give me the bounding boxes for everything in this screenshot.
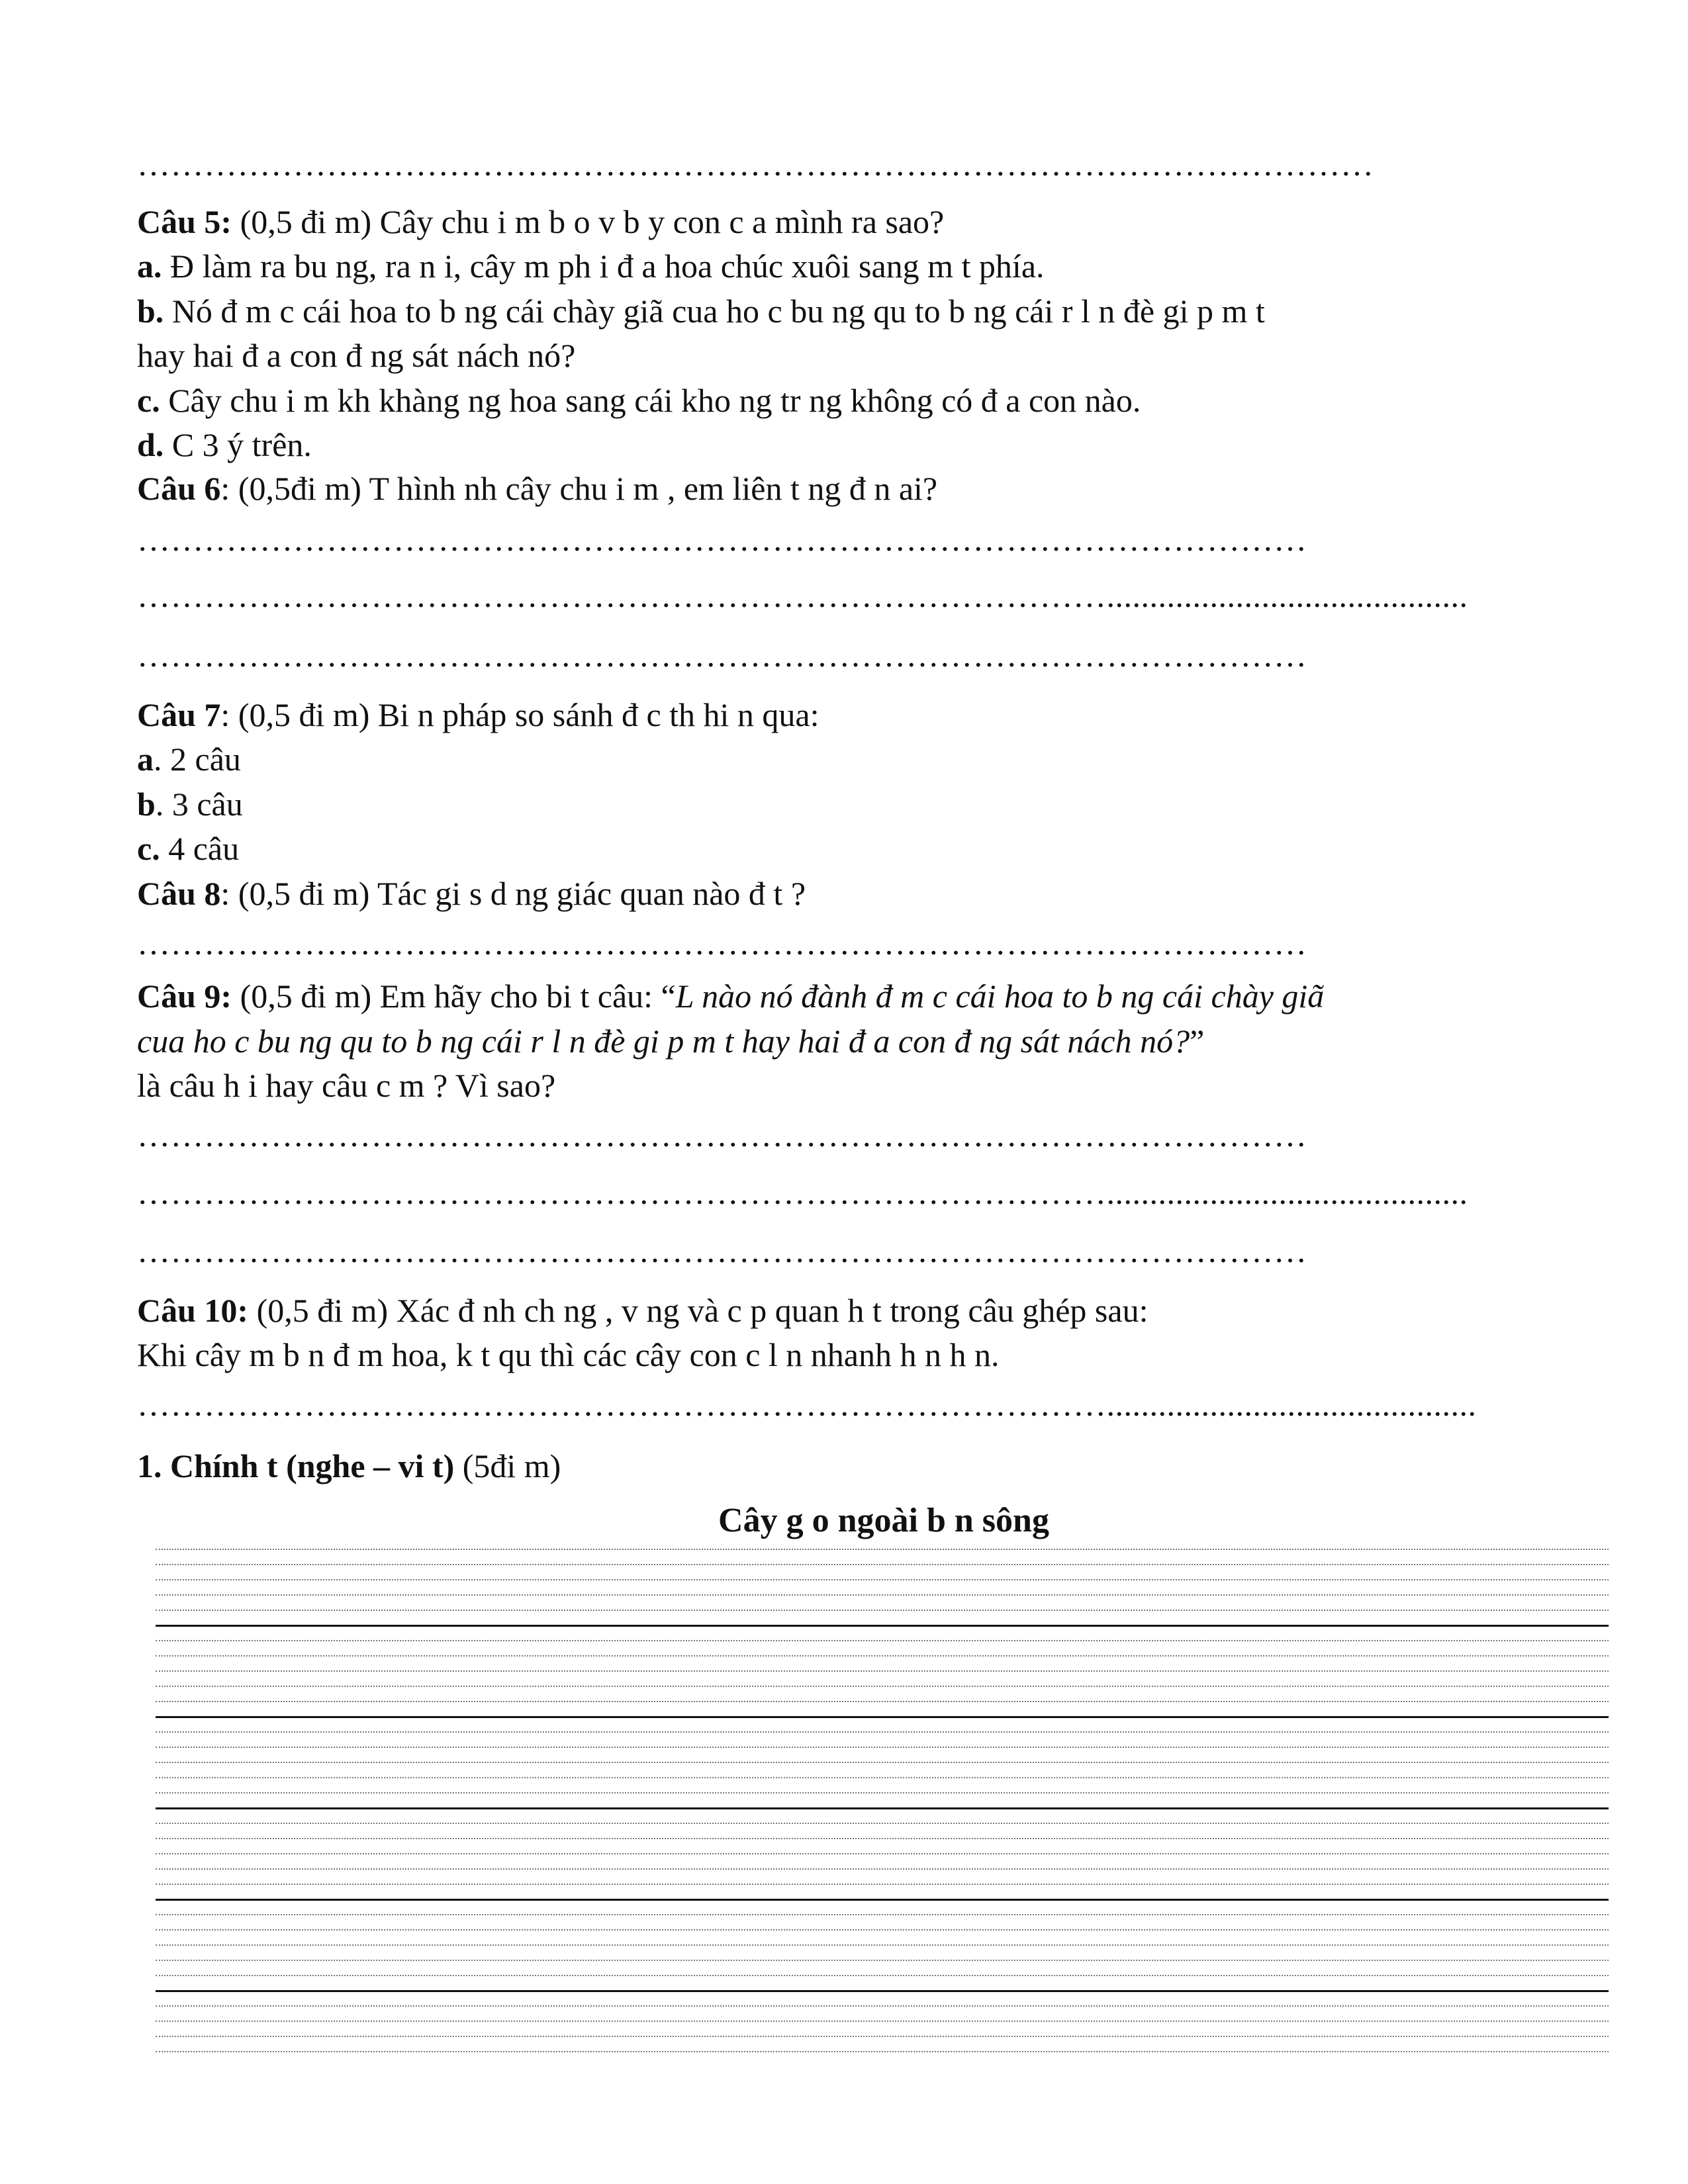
question-text: : (0,5đi m) T hình nh cây chu i m , em liên t ng đ n ai? <box>220 470 938 507</box>
writing-guide-line <box>156 1564 1609 1565</box>
writing-guide-line <box>156 1655 1609 1657</box>
question-text: : (0,5 đi m) Tác gi s d ng giác quan nào đ t ? <box>220 875 806 912</box>
writing-guide-line <box>156 2051 1609 2052</box>
answer-line[interactable]: …………………………………………………………………………………………… <box>137 1122 1307 1148</box>
writing-guide-line <box>156 1975 1609 1976</box>
question-10 <box>137 1291 1148 1330</box>
question-text: (0,5 đi m) Cây chu i m b o v b y con c a mình ra sao? <box>232 203 945 240</box>
question-label: Câu 6 <box>137 470 221 507</box>
question-9 <box>137 976 1324 1016</box>
question-label: Câu 5: <box>137 203 232 240</box>
question-9-continued: cua ho c bu ng qu to b ng cái r l n đè gi p m t hay hai đ a con đ ng sát nách nó?” <box>137 1023 1205 1060</box>
option-c: c. 4 câu <box>137 830 240 867</box>
option-c: c. Cây chu i m kh khàng ng hoa sang cái kho ng tr ng không có đ a con nào. <box>137 382 1141 419</box>
writing-guide-line <box>156 1610 1609 1611</box>
writing-guide-line <box>156 1929 1609 1931</box>
option-b: b. Nó đ m c cái hoa to b ng cái chày giã cua ho c bu ng qu to b ng cái r l n đè gi p m t <box>137 293 1265 330</box>
writing-baseline <box>156 1716 1609 1718</box>
option-d: d. C 3 ý trên. <box>137 426 312 463</box>
writing-guide-line <box>156 1731 1609 1733</box>
writing-baseline <box>156 1625 1609 1627</box>
writing-guide-line <box>156 2021 1609 2022</box>
option-a: a. 2 câu <box>137 741 241 778</box>
quoted-sentence: cua ho c bu ng qu to b ng cái r l n đè gi p m t hay hai đ a con đ ng sát nách nó? <box>137 1023 1190 1060</box>
section-heading: 1. Chính t (nghe – vi t) (5đi m) <box>137 1447 561 1484</box>
writing-guide-line <box>156 1944 1609 1946</box>
quoted-sentence: L nào nó đành đ m c cái hoa to b ng cái chày giã <box>675 978 1325 1015</box>
question-label: Câu 8 <box>137 875 221 912</box>
question-label: Câu 7 <box>137 696 221 733</box>
question-8 <box>137 874 806 913</box>
question-9-line-3: là câu h i hay câu c m ? Vì sao? <box>137 1067 556 1104</box>
option-b-continued: hay hai đ a con đ ng sát nách nó? <box>137 337 576 374</box>
question-text: (0,5 đi m) Xác đ nh ch ng , v ng và c p quan h t trong câu ghép sau: <box>248 1292 1149 1329</box>
writing-area[interactable] <box>156 1549 1609 2065</box>
answer-line[interactable]: …………………………………………………………………………………………… <box>137 930 1307 956</box>
writing-guide-line <box>156 1960 1609 1961</box>
answer-line[interactable]: …………………………………………………………………………………………… <box>137 1238 1307 1264</box>
writing-guide-line <box>156 1914 1609 1915</box>
writing-guide-line <box>156 1686 1609 1687</box>
writing-guide-line <box>156 1823 1609 1824</box>
option-b: b. 3 câu <box>137 786 243 823</box>
writing-guide-line <box>156 1792 1609 1794</box>
writing-guide-line <box>156 1853 1609 1854</box>
writing-guide-line <box>156 2036 1609 2037</box>
writing-guide-line <box>156 1777 1609 1778</box>
answer-line[interactable]: …………………………………………………………………………….......................................... <box>137 1179 1468 1206</box>
writing-guide-line <box>156 2005 1609 2007</box>
writing-guide-line <box>156 1549 1609 1550</box>
writing-guide-line <box>156 1594 1609 1596</box>
dictation-title: Cây g o ngoài b n sông <box>718 1502 1049 1539</box>
answer-line[interactable]: ……………………………………………………………………………........................................... <box>137 1391 1477 1418</box>
writing-baseline <box>156 1807 1609 1809</box>
option-a: a. Đ làm ra bu ng, ra n i, cây m ph i đ a hoa chúc xuôi sang m t phía. <box>137 248 1045 285</box>
answer-line[interactable]: …………………………………………………………………………………………… <box>137 642 1307 668</box>
question-label: Câu 9: <box>137 978 232 1015</box>
question-label: Câu 10: <box>137 1292 249 1329</box>
answer-line[interactable]: ………………………………………………………………………………………………… <box>137 151 1374 177</box>
writing-baseline <box>156 1899 1609 1901</box>
question-6 <box>137 469 937 508</box>
writing-guide-line <box>156 1640 1609 1641</box>
writing-guide-line <box>156 1579 1609 1580</box>
writing-guide-line <box>156 1701 1609 1702</box>
question-7 <box>137 695 820 735</box>
answer-line[interactable]: …………………………………………………………………………….......................................... <box>137 582 1468 609</box>
question-10-sentence: Khi cây m b n đ m hoa, k t qu thì các cây con c l n nhanh h n h n. <box>137 1336 1000 1373</box>
writing-guide-line <box>156 1884 1609 1885</box>
writing-guide-line <box>156 1670 1609 1672</box>
question-text: (0,5 đi m) Em hãy cho bi t câu: “ <box>232 978 676 1015</box>
writing-guide-line <box>156 1838 1609 1839</box>
question-5 <box>137 202 944 242</box>
writing-guide-line <box>156 1868 1609 1870</box>
answer-line[interactable]: …………………………………………………………………………………………… <box>137 526 1307 553</box>
writing-guide-line <box>156 1762 1609 1763</box>
question-text: : (0,5 đi m) Bi n pháp so sánh đ c th hi n qua: <box>220 696 820 733</box>
writing-guide-line <box>156 1747 1609 1748</box>
writing-baseline <box>156 1990 1609 1992</box>
